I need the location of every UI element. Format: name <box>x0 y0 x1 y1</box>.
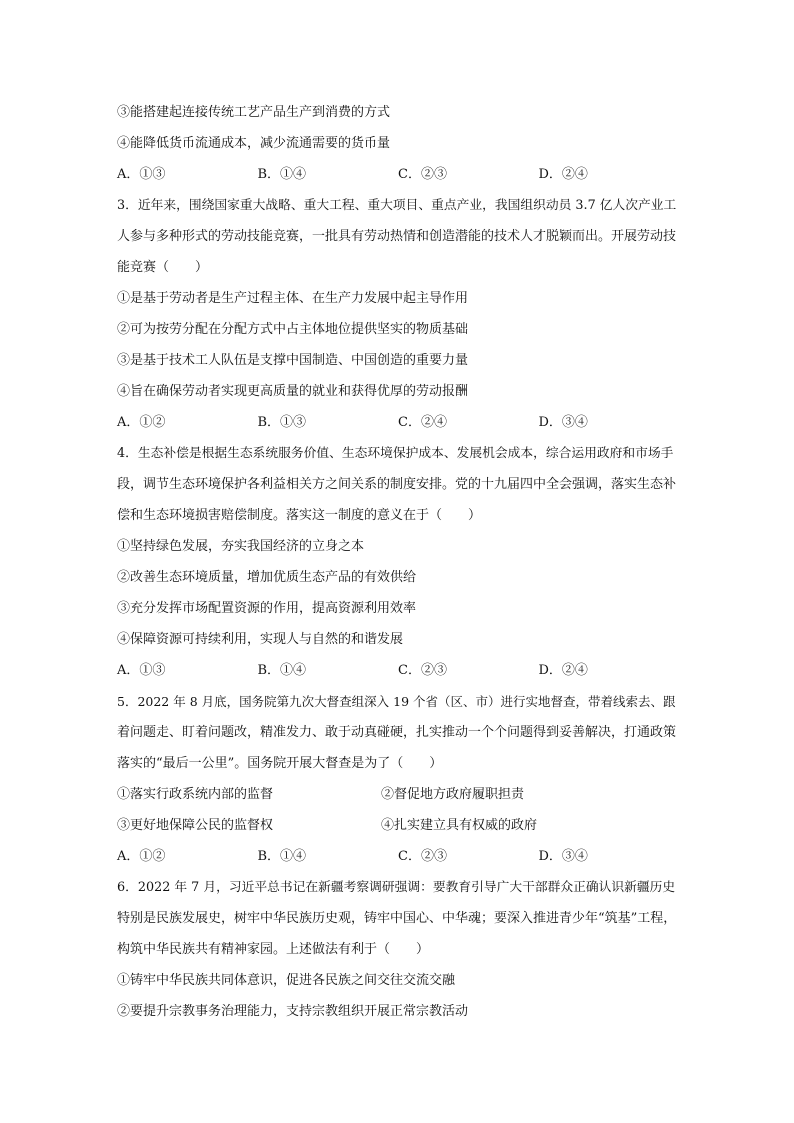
option-1: ①落实行政系统内部的监督 <box>117 787 274 802</box>
choice-a: A．①③ <box>117 167 166 182</box>
option-line: ④保障资源可持续利用，实现人与自然的和谐发展 <box>117 632 404 647</box>
choice-b: B．①④ <box>257 663 307 678</box>
choice-d: D．③④ <box>538 849 588 864</box>
option-line: ③充分发挥市场配置资源的作用，提高资源利用效率 <box>117 601 417 616</box>
question-6 <box>117 872 679 1027</box>
question-stem-line: 5．2022 年 8 月底，国务院第九次大督查组深入 19 个省（区、市）进行实地督查，带着线索去、跟 <box>117 694 676 709</box>
question-stem-line: 着问题走、盯着问题改，精准发力、敢于动真碰硬，扎实推动一个个问题得到妥善解决，打通政策 <box>117 725 677 740</box>
question-stem-line: 特别是民族发展史，树牢中华民族历史观，铸牢中国心、中华魂；要深入推进青少年“筑基”工程， <box>117 911 677 926</box>
option-line: ②改善生态环境质量，增加优质生态产品的有效供给 <box>117 570 417 585</box>
option-line: ①是基于劳动者是生产过程主体、在生产力发展中起主导作用 <box>117 291 469 306</box>
question-stem-line: 落实的“最后一公里”。国务院开展大督查是为了（ ） <box>117 756 443 771</box>
option-pair <box>117 810 679 841</box>
choice-d: D．②④ <box>538 167 588 182</box>
choice-c: C．②③ <box>398 663 447 678</box>
option-line: ①铸牢中华民族共同体意识，促进各民族之间交往交流交融 <box>117 973 456 988</box>
option-line: ③能搭建起连接传统工艺产品生产到消费的方式 <box>117 105 391 120</box>
choice-d: D．②④ <box>538 663 588 678</box>
option-line: ②要提升宗教事务治理能力，支持宗教组织开展正常宗教活动 <box>117 1004 469 1019</box>
option-line: ④旨在确保劳动者实现更高质量的就业和获得优厚的劳动报酬 <box>117 384 469 399</box>
choice-d: D．③④ <box>538 415 588 430</box>
option-line: ④能降低货币流通成本，减少流通需要的货币量 <box>117 136 391 151</box>
option-line: ②可为按劳分配在分配方式中占主体地位提供坚实的物质基础 <box>117 322 469 337</box>
answer-choices <box>117 841 679 872</box>
answer-choices <box>117 655 679 686</box>
option-4: ④扎实建立具有权威的政府 <box>381 818 538 833</box>
choice-c: C．②③ <box>398 167 447 182</box>
question-stem-line: 4．生态补偿是根据生态系统服务价值、生态环境保护成本、发展机会成本，综合运用政府和市场手 <box>117 446 674 461</box>
question-5 <box>117 686 679 872</box>
answer-choices <box>117 407 679 438</box>
question-3 <box>117 190 679 438</box>
choice-c: C．②③ <box>398 849 447 864</box>
question-stem-line: 6．2022 年 7 月，习近平总书记在新疆考察调研强调：要教育引导广大干部群众正确认识新疆历史 <box>117 880 676 895</box>
question-content <box>117 97 679 1027</box>
question-stem-line: 能竞赛（ ） <box>117 260 209 275</box>
choice-a: A．①③ <box>117 663 166 678</box>
option-3: ③更好地保障公民的监督权 <box>117 818 274 833</box>
choice-c: C．②④ <box>398 415 447 430</box>
question-stem-line: 偿和生态环境损害赔偿制度。落实这一制度的意义在于（ ） <box>117 508 482 523</box>
option-line: ①坚持绿色发展，夯实我国经济的立身之本 <box>117 539 365 554</box>
option-2: ②督促地方政府履职担责 <box>381 787 525 802</box>
question-stem-line: 段，调节生态环境保护各利益相关方之间关系的制度安排。党的十九届四中全会强调，落实生态补 <box>117 477 677 492</box>
choice-b: B．①④ <box>257 849 307 864</box>
answer-choices <box>117 159 679 190</box>
choice-b: B．①④ <box>257 167 307 182</box>
question-stem-line: 3．近年来，围绕国家重大战略、重大工程、重大项目、重点产业，我国组织动员 3.7 亿人次产业工 <box>117 198 677 213</box>
choice-b: B．①③ <box>257 415 307 430</box>
question-stem-line: 人参与多种形式的劳动技能竞赛，一批具有劳动热情和创造潜能的技术人才脱颖而出。开展劳动技 <box>117 229 677 244</box>
question-4 <box>117 438 679 686</box>
option-pair <box>117 779 679 810</box>
question-2-tail <box>117 97 679 190</box>
option-line: ③是基于技术工人队伍是支撑中国制造、中国创造的重要力量 <box>117 353 469 368</box>
choice-a: A．①② <box>117 415 166 430</box>
choice-a: A．①② <box>117 849 166 864</box>
question-stem-line: 构筑中华民族共有精神家园。上述做法有利于（ ） <box>117 942 430 957</box>
